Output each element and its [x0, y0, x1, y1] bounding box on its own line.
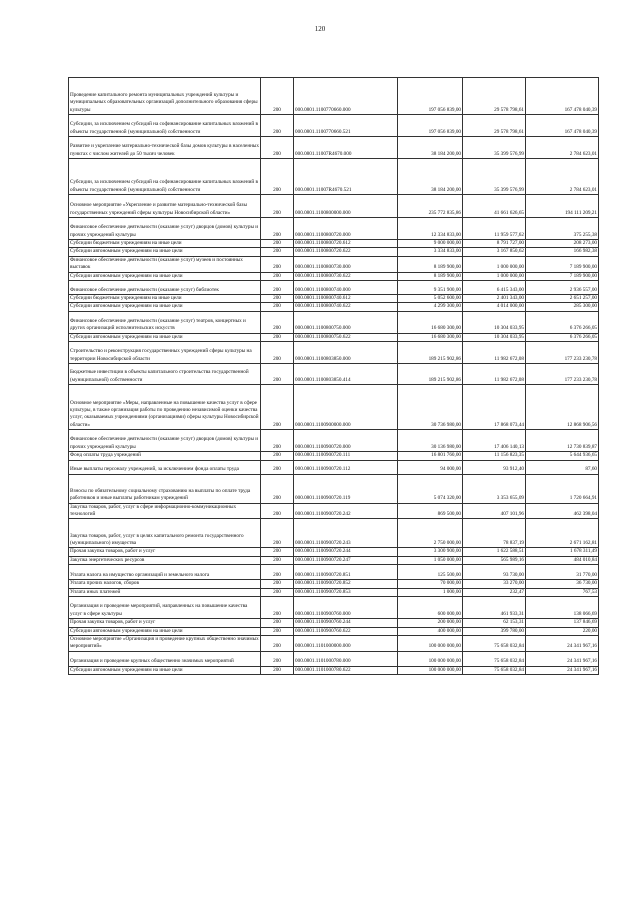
row-executed-amount: 11 982 672,08 [463, 364, 526, 385]
row-name: Субсидии, за исключением субсидий на софинансирование капитальных вложений в объекты государственной (муниципальной) собственности [69, 115, 261, 137]
row-budget-code: 000.0801.1100800730.622 [294, 272, 398, 280]
row-remaining-amount: 166 982,38 [526, 248, 599, 256]
row-remaining-amount: 7 189 900,00 [526, 272, 599, 280]
row-budget-code: 000.0801.1101000000.000 [294, 635, 398, 651]
row-admin-code: 200 [261, 619, 294, 627]
row-name: Субсидии автономным учреждениям на иные цели [69, 666, 261, 674]
row-remaining-amount: 220,00 [526, 627, 599, 635]
table-row [69, 460, 599, 474]
row-executed-amount: 11 959 577,62 [463, 218, 526, 240]
row-executed-amount: 8 791 727,00 [463, 240, 526, 248]
row-executed-amount: 75 658 032,84 [463, 635, 526, 651]
row-name: Развитие и укрепление материально-технической базы домов культуры в населенных пунктах с числом жителей до 50 тысяч человек [69, 137, 261, 159]
row-approved-amount: 189 215 902,86 [398, 364, 463, 385]
row-admin-code: 200 [261, 78, 294, 115]
row-budget-code: 000.0801.1100770660.000 [294, 78, 398, 115]
row-admin-code: 200 [261, 474, 294, 503]
row-admin-code: 200 [261, 248, 294, 256]
row-approved-amount: 16 680 300,00 [398, 333, 463, 341]
row-budget-code: 000.0801.1100800000.000 [294, 195, 398, 218]
row-budget-code: 000.0801.1100900720.243 [294, 519, 398, 548]
row-budget-code: 000.0801.1100900760.000 [294, 597, 398, 619]
row-name: Иные выплаты персоналу учреждений, за исключением фонда оплаты труда [69, 460, 261, 474]
row-name: Уплата налога на имущество организаций и земельного налога [69, 565, 261, 580]
row-executed-amount: 1 000 000,00 [463, 256, 526, 272]
row-remaining-amount: 24 341 967,16 [526, 651, 599, 666]
row-approved-amount: 400 000,00 [398, 627, 463, 635]
table-row [69, 272, 599, 280]
row-executed-amount: 62 153,31 [463, 619, 526, 627]
row-executed-amount: 29 578 798,61 [463, 78, 526, 115]
row-admin-code: 200 [261, 597, 294, 619]
row-approved-amount: 38 184 200,00 [398, 137, 463, 159]
row-admin-code: 200 [261, 519, 294, 548]
row-remaining-amount: 24 341 967,16 [526, 666, 599, 674]
row-name: Бюджетные инвестиции в объекты капитального строительства государственной (муниципальной) собственности [69, 364, 261, 385]
row-name: Субсидии автономным учреждениям на иные цели [69, 272, 261, 280]
row-remaining-amount: 12 868 906,56 [526, 385, 599, 430]
row-budget-code: 000.0801.1100900720.112 [294, 460, 398, 474]
row-remaining-amount: 36 730,00 [526, 580, 599, 588]
row-executed-amount: 4 014 000,00 [463, 303, 526, 311]
row-budget-code: 000.0801.1100800720.000 [294, 218, 398, 240]
row-approved-amount: 5 052 600,00 [398, 295, 463, 303]
row-remaining-amount: 177 233 230,78 [526, 364, 599, 385]
row-admin-code: 200 [261, 281, 294, 295]
table-row [69, 78, 599, 115]
row-executed-amount: 1 622 588,51 [463, 548, 526, 556]
row-budget-code: 000.0801.1100900720.852 [294, 580, 398, 588]
table-row [69, 627, 599, 635]
row-approved-amount: 94 000,00 [398, 460, 463, 474]
row-name: Прочая закупка товаров, работ и услуг [69, 548, 261, 556]
table-row [69, 474, 599, 503]
table-row [69, 597, 599, 619]
row-budget-code: 000.0801.1100800750.000 [294, 311, 398, 333]
row-executed-amount: 11 156 823,35 [463, 452, 526, 460]
row-approved-amount: 1 050 000,00 [398, 556, 463, 564]
row-executed-amount: 399 780,00 [463, 627, 526, 635]
row-remaining-amount: 177 233 230,78 [526, 342, 599, 364]
row-budget-code: 000.0801.1100900720.111 [294, 452, 398, 460]
row-approved-amount: 16 680 300,00 [398, 311, 463, 333]
row-name: Основное мероприятие «Меры, направленные на повышение качества услуг в сфере культуры, в также организация работы по проведению независимой оценки качества услуг, оказываемых учреждениями (организациями) сферы культуры Новосибирской области» [69, 385, 261, 430]
row-approved-amount: 9 000 000,00 [398, 240, 463, 248]
row-budget-code: 000.0801.1101000780.000 [294, 651, 398, 666]
row-remaining-amount: 87,60 [526, 460, 599, 474]
row-budget-code: 000.0801.11007R4670.000 [294, 137, 398, 159]
row-remaining-amount: 6 376 266,05 [526, 333, 599, 341]
row-admin-code: 200 [261, 452, 294, 460]
row-approved-amount: 197 056 839,00 [398, 78, 463, 115]
row-remaining-amount: 484 010,84 [526, 556, 599, 564]
row-admin-code: 200 [261, 218, 294, 240]
row-executed-amount: 93 730,00 [463, 565, 526, 580]
row-admin-code: 200 [261, 580, 294, 588]
row-admin-code: 200 [261, 333, 294, 341]
row-name: Уплата прочих налогов, сборов [69, 580, 261, 588]
row-executed-amount: 1 000 000,00 [463, 272, 526, 280]
row-admin-code: 200 [261, 311, 294, 333]
row-name: Фонд оплаты труда учреждений [69, 452, 261, 460]
row-remaining-amount: 767,53 [526, 588, 599, 596]
row-remaining-amount: 375 255,38 [526, 218, 599, 240]
table-row [69, 333, 599, 341]
row-executed-amount: 6 415 343,00 [463, 281, 526, 295]
row-budget-code: 000.0801.1100900720.119 [294, 474, 398, 503]
row-remaining-amount: 31 770,00 [526, 565, 599, 580]
row-executed-amount: 407 101,96 [463, 503, 526, 519]
row-remaining-amount: 194 111 209,21 [526, 195, 599, 218]
row-admin-code: 200 [261, 565, 294, 580]
row-admin-code: 200 [261, 295, 294, 303]
row-admin-code: 200 [261, 137, 294, 159]
row-executed-amount: 17 406 140,13 [463, 430, 526, 452]
table-row [69, 218, 599, 240]
row-admin-code: 200 [261, 588, 294, 596]
row-name: Организация и проведение мероприятий, направленных на повышение качества услуг в сфере культуры [69, 597, 261, 619]
row-executed-amount: 565 989,16 [463, 556, 526, 564]
row-name: Финансовое обеспечение деятельности (оказание услуг) дворцов (домов) культуры и прочих учреждений культуры [69, 218, 261, 240]
row-approved-amount: 100 000 000,00 [398, 635, 463, 651]
row-executed-amount: 232,47 [463, 588, 526, 596]
table-body [69, 78, 599, 675]
row-admin-code: 200 [261, 385, 294, 430]
table-row [69, 556, 599, 564]
row-remaining-amount: 137 846,69 [526, 619, 599, 627]
row-name: Строительство и реконструкция государственных учреждений сферы культуры на территории Новосибирской области [69, 342, 261, 364]
row-admin-code: 200 [261, 240, 294, 248]
row-admin-code: 200 [261, 503, 294, 519]
row-name: Взносы по обязательному социальному страхованию на выплаты по оплате труда работников и иные выплаты работникам учреждений [69, 474, 261, 503]
row-name: Субсидии бюджетным учреждениям на иные цели [69, 295, 261, 303]
row-admin-code: 200 [261, 364, 294, 385]
table-row [69, 195, 599, 218]
table-row [69, 565, 599, 580]
row-approved-amount: 197 056 839,00 [398, 115, 463, 137]
table-row [69, 295, 599, 303]
row-budget-code: 000.0801.1100800750.622 [294, 333, 398, 341]
row-budget-code: 000.0801.1100900720.242 [294, 503, 398, 519]
row-remaining-amount: 7 189 900,00 [526, 256, 599, 272]
row-budget-code: 000.0801.1100900720.851 [294, 565, 398, 580]
row-remaining-amount: 138 066,69 [526, 597, 599, 619]
table-row [69, 311, 599, 333]
row-executed-amount: 3 353 655,09 [463, 474, 526, 503]
row-admin-code: 200 [261, 115, 294, 137]
row-executed-amount: 461 933,31 [463, 597, 526, 619]
row-admin-code: 200 [261, 460, 294, 474]
row-approved-amount: 3 300 900,00 [398, 548, 463, 556]
row-executed-amount: 10 304 033,95 [463, 311, 526, 333]
row-budget-code: 000.0801.1100770660.521 [294, 115, 398, 137]
row-remaining-amount: 2 671 162,81 [526, 519, 599, 548]
table-row [69, 503, 599, 519]
row-budget-code: 000.0801.1100800730.000 [294, 256, 398, 272]
row-approved-amount: 70 000,00 [398, 580, 463, 588]
row-remaining-amount: 1 678 311,49 [526, 548, 599, 556]
row-executed-amount: 93 912,40 [463, 460, 526, 474]
row-admin-code: 200 [261, 195, 294, 218]
table-row [69, 303, 599, 311]
row-approved-amount: 9 351 900,00 [398, 281, 463, 295]
table-row [69, 159, 599, 195]
row-admin-code: 200 [261, 627, 294, 635]
row-budget-code: 000.0801.1100900760.622 [294, 627, 398, 635]
row-approved-amount: 12 334 833,00 [398, 218, 463, 240]
row-name: Финансовое обеспечение деятельности (оказание услуг) дворцов (домов) культуры и прочих учреждений культуры [69, 430, 261, 452]
row-approved-amount: 30 136 980,00 [398, 430, 463, 452]
table-row [69, 430, 599, 452]
table-row [69, 240, 599, 248]
row-remaining-amount: 2 784 623,01 [526, 137, 599, 159]
row-name: Субсидии автономным учреждениям на иные цели [69, 333, 261, 341]
row-admin-code: 200 [261, 159, 294, 195]
row-name: Прочая закупка товаров, работ и услуг [69, 619, 261, 627]
row-name: Субсидии автономным учреждениям на иные цели [69, 248, 261, 256]
row-remaining-amount: 285 300,00 [526, 303, 599, 311]
row-budget-code: 000.0801.1100900760.244 [294, 619, 398, 627]
table-row [69, 635, 599, 651]
row-remaining-amount: 167 478 040,39 [526, 78, 599, 115]
row-executed-amount: 2 401 343,00 [463, 295, 526, 303]
row-name: Субсидии автономным учреждениям на иные цели [69, 303, 261, 311]
row-executed-amount: 3 167 850,62 [463, 248, 526, 256]
row-approved-amount: 5 074 320,00 [398, 474, 463, 503]
row-admin-code: 200 [261, 651, 294, 666]
row-budget-code: 000.0801.1100900720.244 [294, 548, 398, 556]
row-approved-amount: 16 801 760,00 [398, 452, 463, 460]
page-number: 120 [314, 25, 326, 33]
row-name: Закупка товаров, работ, услуг в целях капитального ремонта государственного (муниципального) имущества [69, 519, 261, 548]
row-admin-code: 200 [261, 556, 294, 564]
row-approved-amount: 3 334 833,00 [398, 248, 463, 256]
row-approved-amount: 8 189 900,00 [398, 256, 463, 272]
table-row [69, 452, 599, 460]
row-name: Основное мероприятие «Укрепление и развитие материально-технической базы государственных учреждений сферы культуры Новосибирской области» [69, 195, 261, 218]
row-admin-code: 200 [261, 635, 294, 651]
row-executed-amount: 75 658 032,84 [463, 651, 526, 666]
row-approved-amount: 200 000,00 [398, 619, 463, 627]
row-name: Закупка товаров, работ, услуг в сфере информационно-коммуникационных технологий [69, 503, 261, 519]
row-admin-code: 200 [261, 256, 294, 272]
row-approved-amount: 38 184 200,00 [398, 159, 463, 195]
row-approved-amount: 30 736 980,00 [398, 385, 463, 430]
row-remaining-amount: 5 644 936,65 [526, 452, 599, 460]
row-name: Финансовое обеспечение деятельности (оказание услуг) библиотек [69, 281, 261, 295]
row-executed-amount: 29 578 798,61 [463, 115, 526, 137]
row-budget-code: 000.0801.1100800720.612 [294, 240, 398, 248]
row-remaining-amount: 24 341 967,16 [526, 635, 599, 651]
row-budget-code: 000.0801.1100800740.622 [294, 303, 398, 311]
row-executed-amount: 10 304 033,95 [463, 333, 526, 341]
table-row [69, 385, 599, 430]
row-executed-amount: 33 270,00 [463, 580, 526, 588]
row-name: Финансовое обеспечение деятельности (оказание услуг) музеев и постоянных выставок [69, 256, 261, 272]
row-approved-amount: 189 215 902,86 [398, 342, 463, 364]
row-remaining-amount: 2 784 623,01 [526, 159, 599, 195]
row-budget-code: 000.0801.1100800740.612 [294, 295, 398, 303]
row-admin-code: 200 [261, 666, 294, 674]
row-executed-amount: 78 837,19 [463, 519, 526, 548]
row-name: Финансовое обеспечение деятельности (оказание услуг) театров, концертных и других организаций исполнительских искусств [69, 311, 261, 333]
row-admin-code: 200 [261, 272, 294, 280]
row-budget-code: 000.0801.1101000780.622 [294, 666, 398, 674]
row-name: Основное мероприятие «Организация и проведение крупных общественно значимых мероприятий» [70, 635, 259, 650]
table-row [69, 588, 599, 596]
table-row [69, 256, 599, 272]
row-approved-amount: 2 750 000,00 [398, 519, 463, 548]
row-executed-amount: 11 982 672,08 [463, 342, 526, 364]
row-approved-amount: 4 299 300,00 [398, 303, 463, 311]
row-executed-amount: 75 658 032,84 [463, 666, 526, 674]
table-row [69, 619, 599, 627]
row-name: Субсидии автономным учреждениям на иные цели [69, 627, 261, 635]
row-executed-amount: 35 399 576,99 [463, 159, 526, 195]
row-name: Уплата иных платежей [69, 588, 261, 596]
row-budget-code: 000.0801.1100900720.000 [294, 430, 398, 452]
row-remaining-amount: 167 478 040,39 [526, 115, 599, 137]
table-row [69, 342, 599, 364]
table-row [69, 364, 599, 385]
table-row [69, 519, 599, 548]
table-row [69, 651, 599, 666]
row-approved-amount: 235 772 835,86 [398, 195, 463, 218]
row-budget-code: 000.0801.1100900720.247 [294, 556, 398, 564]
row-executed-amount: 41 661 626,65 [463, 195, 526, 218]
row-budget-code: 000.0801.1100900000.000 [294, 385, 398, 430]
row-admin-code: 200 [261, 548, 294, 556]
row-approved-amount: 1 000,00 [398, 588, 463, 596]
row-budget-code: 000.0801.1100900720.853 [294, 588, 398, 596]
budget-execution-table [68, 77, 599, 675]
row-approved-amount: 600 000,00 [398, 597, 463, 619]
table-row [69, 137, 599, 159]
table-row [69, 666, 599, 674]
table-row [69, 281, 599, 295]
table-row [69, 548, 599, 556]
table-row [69, 248, 599, 256]
row-approved-amount: 100 000 000,00 [398, 651, 463, 666]
row-name: Субсидии бюджетным учреждениям на иные цели [69, 240, 261, 248]
row-admin-code: 200 [261, 303, 294, 311]
row-name: Субсидии, за исключением субсидий на софинансирование капитальных вложений в объекты государственной (муниципальной) собственности [69, 159, 261, 195]
row-budget-code: 000.0801.1100803850.000 [294, 342, 398, 364]
row-approved-amount: 8 189 900,00 [398, 272, 463, 280]
row-remaining-amount: 1 720 664,91 [526, 474, 599, 503]
row-budget-code: 000.0801.1100800720.622 [294, 248, 398, 256]
row-name: Проведение капитального ремонта муниципальных учреждений культуры и муниципальных образовательных организаций дополнительного образования сферы культуры [69, 78, 261, 115]
row-executed-amount: 35 399 576,99 [463, 137, 526, 159]
row-remaining-amount: 12 730 839,87 [526, 430, 599, 452]
row-approved-amount: 100 000 000,00 [398, 666, 463, 674]
row-budget-code: 000.0801.1100803850.414 [294, 364, 398, 385]
row-name: Закупка энергетических ресурсов [69, 556, 261, 564]
row-remaining-amount: 6 376 266,05 [526, 311, 599, 333]
row-name: Организация и проведение крупных общественно значимых мероприятий [69, 651, 261, 666]
table-row [69, 115, 599, 137]
row-remaining-amount: 208 273,00 [526, 240, 599, 248]
row-remaining-amount: 2 651 257,00 [526, 295, 599, 303]
row-approved-amount: 869 500,00 [398, 503, 463, 519]
row-executed-amount: 17 868 073,44 [463, 385, 526, 430]
row-approved-amount: 125 500,00 [398, 565, 463, 580]
row-admin-code: 200 [261, 342, 294, 364]
row-remaining-amount: 2 936 557,00 [526, 281, 599, 295]
row-remaining-amount: 462 398,04 [526, 503, 599, 519]
row-budget-code: 000.0801.11007R4670.521 [294, 159, 398, 195]
table-row [69, 580, 599, 588]
row-budget-code: 000.0801.1100800740.000 [294, 281, 398, 295]
row-admin-code: 200 [261, 430, 294, 452]
